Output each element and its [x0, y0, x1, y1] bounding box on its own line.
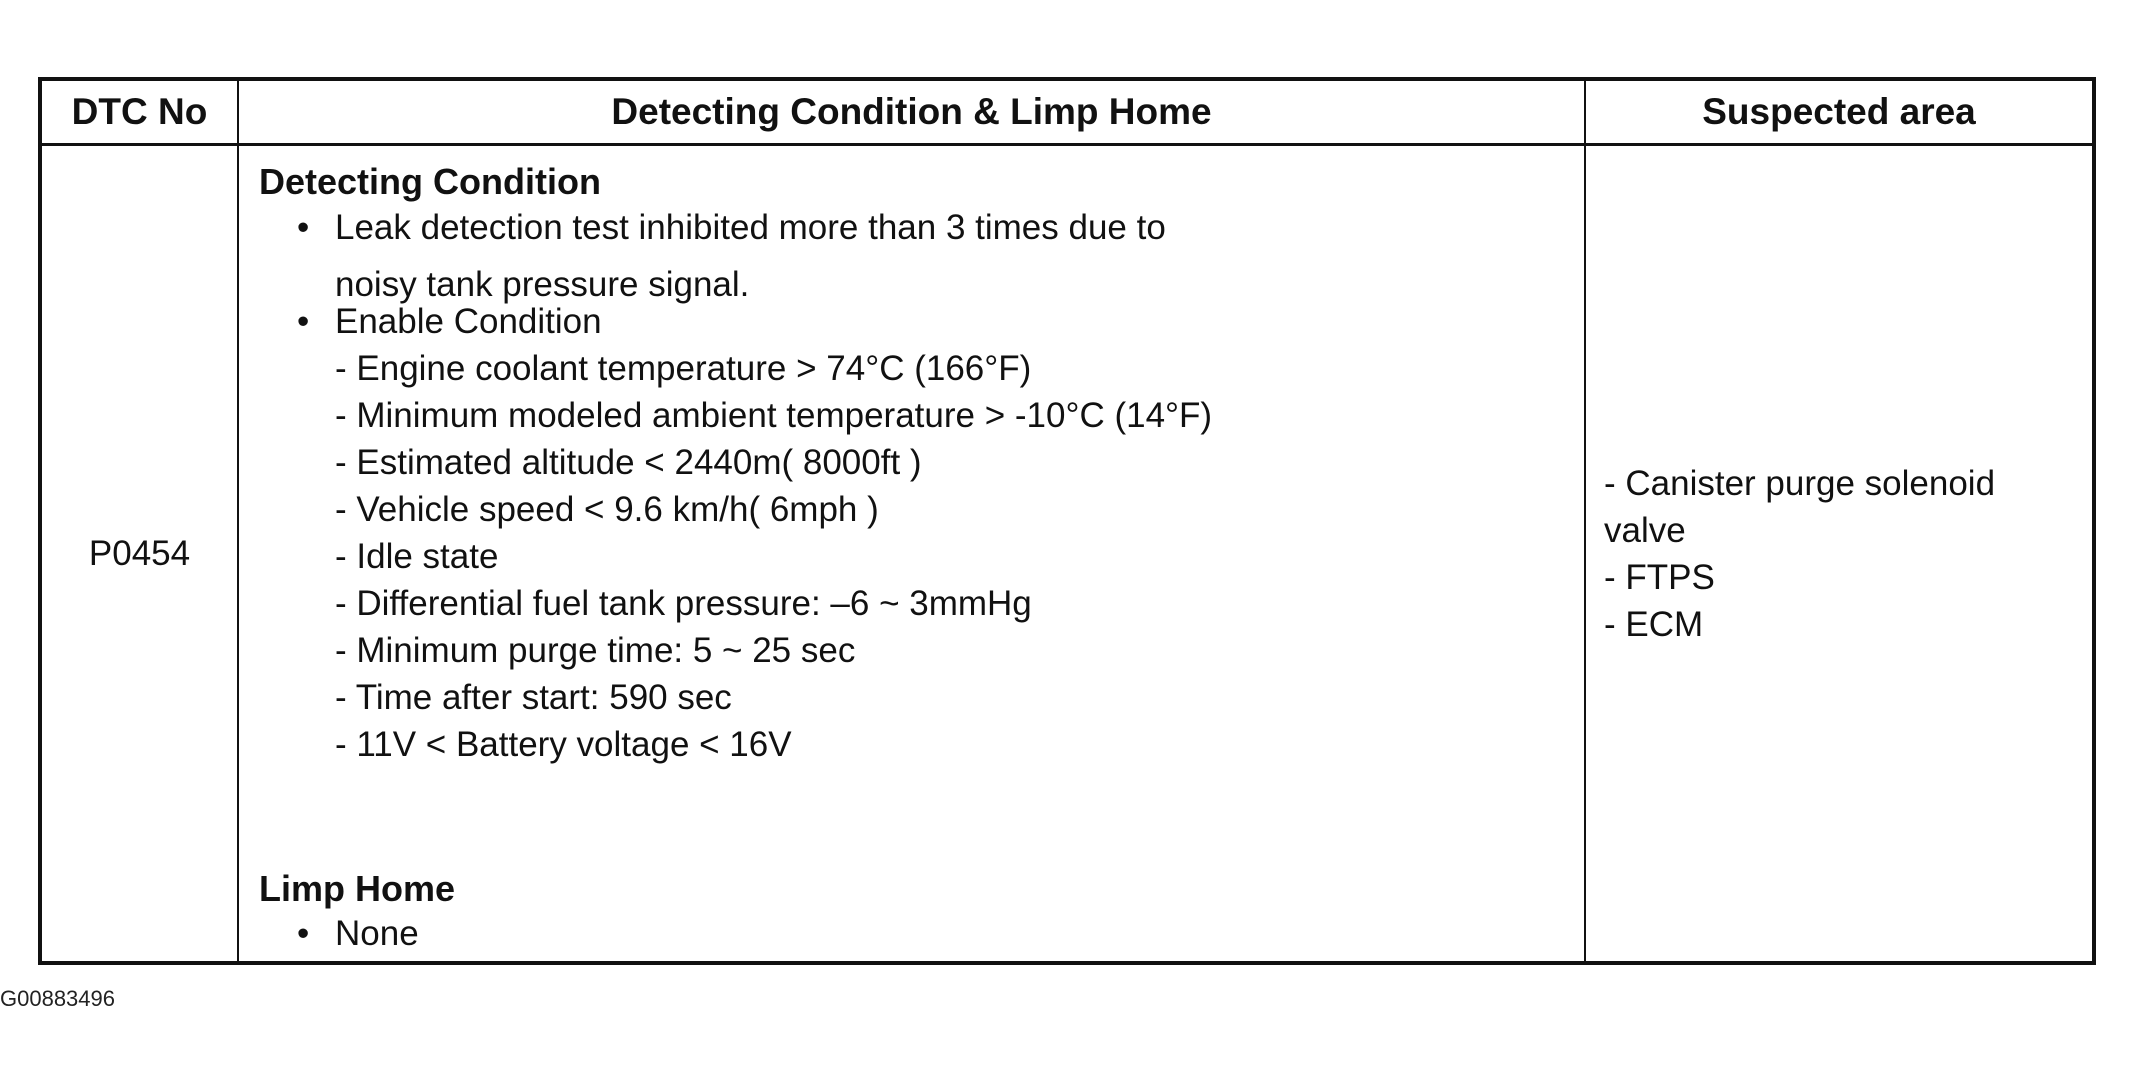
condition-coolant-temp: - Engine coolant temperature > 74°C (166°F) — [335, 349, 1032, 388]
condition-fuel-tank-pressure: - Differential fuel tank pressure: –6 ~ 3mmHg — [335, 584, 1032, 623]
dtc-table — [38, 77, 2096, 965]
condition-time-after-start: - Time after start: 590 sec — [335, 678, 732, 717]
header-dtc-no: DTC No — [40, 79, 238, 145]
bullet-leak-detection — [297, 204, 1166, 251]
condition-vehicle-speed: - Vehicle speed < 9.6 km/h( 6mph ) — [335, 490, 879, 529]
bullet-icon: • — [297, 302, 310, 341]
suspected-item: valve — [1604, 510, 1686, 550]
header-suspected-area: Suspected area — [1585, 79, 2094, 145]
suspected-item: - Canister purge solenoid — [1604, 463, 1996, 503]
suspected-area-cell — [1585, 145, 2094, 964]
bullet-continuation: noisy tank pressure signal. — [335, 265, 750, 304]
table-row — [40, 145, 2094, 964]
dtc-code: P0454 — [40, 145, 238, 964]
limp-home-heading: Limp Home — [259, 868, 456, 909]
condition-ambient-temp: - Minimum modeled ambient temperature > -10°C (14°F) — [335, 396, 1213, 435]
suspected-item: - FTPS — [1604, 557, 1715, 597]
suspected-item: - ECM — [1604, 604, 1704, 644]
bullet-limp-none — [297, 910, 419, 957]
bullet-text: Enable Condition — [335, 302, 602, 341]
bullet-icon: • — [297, 208, 310, 247]
detecting-condition-heading: Detecting Condition — [259, 161, 601, 202]
header-detecting-condition: Detecting Condition & Limp Home — [238, 79, 1585, 145]
figure-id: G00883496 — [0, 986, 115, 1011]
condition-cell — [238, 145, 1585, 964]
header-row — [40, 79, 2094, 145]
condition-purge-time: - Minimum purge time: 5 ~ 25 sec — [335, 631, 856, 670]
bullet-icon: • — [297, 914, 310, 953]
bullet-text: None — [335, 914, 419, 953]
bullet-text: Leak detection test inhibited more than 3 times due to — [335, 208, 1166, 247]
bullet-enable-condition — [297, 298, 602, 345]
condition-idle-state: - Idle state — [335, 537, 499, 576]
condition-battery-voltage: - 11V < Battery voltage < 16V — [335, 725, 792, 764]
condition-altitude: - Estimated altitude < 2440m( 8000ft ) — [335, 443, 922, 482]
